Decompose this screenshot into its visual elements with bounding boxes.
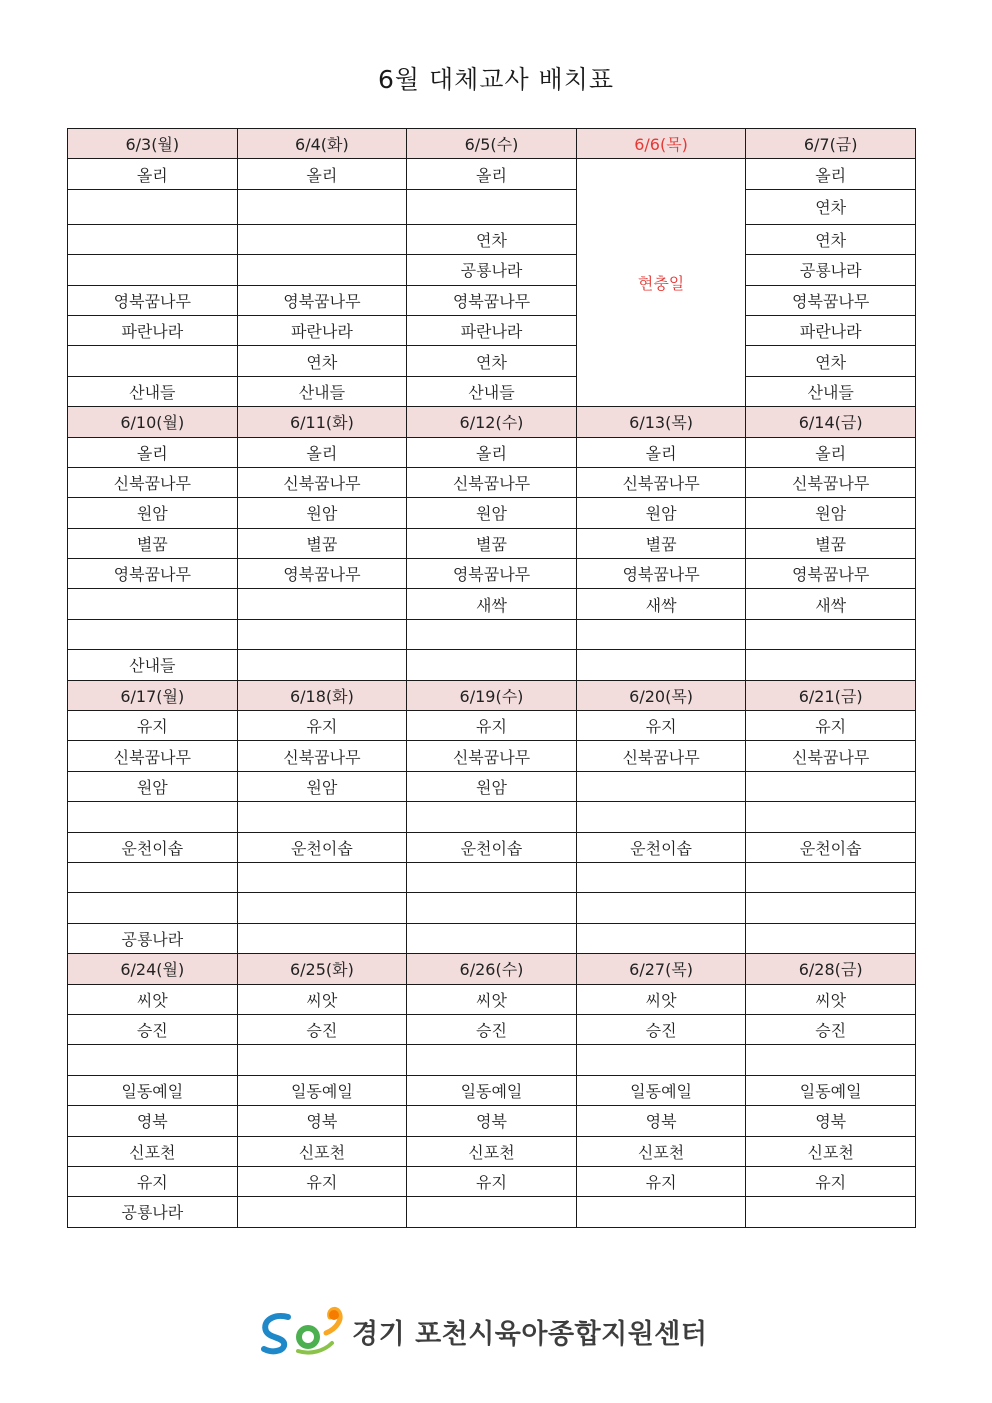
date-header: 6/27(목)	[576, 954, 746, 984]
table-cell: 올리	[407, 159, 577, 189]
table-cell: 신북꿈나무	[68, 467, 238, 497]
table-cell: 공룡나라	[407, 255, 577, 285]
table-row	[68, 467, 916, 497]
table-row	[68, 224, 916, 254]
table-cell	[407, 923, 577, 953]
table-row	[68, 189, 916, 224]
table-cell: 공룡나라	[68, 923, 238, 953]
table-cell: 유지	[237, 711, 407, 741]
table-cell: 파란나라	[237, 315, 407, 345]
table-cell: 씨앗	[407, 984, 577, 1014]
date-header: 6/21(금)	[746, 680, 916, 710]
table-row	[68, 498, 916, 528]
table-cell	[407, 650, 577, 680]
table-cell	[407, 893, 577, 923]
table-cell	[746, 771, 916, 801]
table-row	[68, 802, 916, 832]
table-cell: 씨앗	[68, 984, 238, 1014]
table-row	[68, 1075, 916, 1105]
table-cell: 새싹	[576, 589, 746, 619]
table-row	[68, 1197, 916, 1227]
table-cell: 올리	[68, 159, 238, 189]
table-cell: 씨앗	[576, 984, 746, 1014]
table-cell: 신북꿈나무	[576, 467, 746, 497]
table-cell	[68, 589, 238, 619]
table-cell	[237, 862, 407, 892]
table-cell: 운천이솝	[237, 832, 407, 862]
date-header: 6/5(수)	[407, 129, 577, 159]
table-cell	[237, 619, 407, 649]
table-cell: 영북꿈나무	[576, 559, 746, 589]
table-cell: 원암	[407, 771, 577, 801]
table-row	[68, 376, 916, 406]
table-cell: 원암	[68, 498, 238, 528]
table-cell: 신북꿈나무	[746, 741, 916, 771]
table-cell: 신포천	[237, 1136, 407, 1166]
table-cell: 유지	[746, 711, 916, 741]
table-cell	[237, 255, 407, 285]
table-cell: 영북	[237, 1106, 407, 1136]
table-row	[68, 893, 916, 923]
table-cell	[237, 802, 407, 832]
table-cell	[237, 923, 407, 953]
table-cell: 원암	[68, 771, 238, 801]
date-header: 6/25(화)	[237, 954, 407, 984]
table-cell: 영북꿈나무	[237, 559, 407, 589]
table-cell: 산내들	[68, 650, 238, 680]
date-header: 6/24(월)	[68, 954, 238, 984]
table-cell	[237, 893, 407, 923]
table-cell	[746, 923, 916, 953]
table-cell	[576, 923, 746, 953]
table-cell: 영북꿈나무	[237, 285, 407, 315]
date-header: 6/19(수)	[407, 680, 577, 710]
table-cell	[68, 255, 238, 285]
table-cell: 신북꿈나무	[746, 467, 916, 497]
table-cell: 승진	[576, 1014, 746, 1044]
table-cell: 연차	[407, 346, 577, 376]
table-cell	[746, 802, 916, 832]
table-cell: 승진	[237, 1014, 407, 1044]
table-cell: 산내들	[746, 376, 916, 406]
table-cell: 영북꿈나무	[746, 559, 916, 589]
table-row	[68, 923, 916, 953]
table-cell: 공룡나라	[746, 255, 916, 285]
table-cell: 새싹	[746, 589, 916, 619]
table-cell: 승진	[68, 1014, 238, 1044]
table-row	[68, 711, 916, 741]
table-cell: 영북꿈나무	[68, 559, 238, 589]
table-cell	[68, 346, 238, 376]
table-cell	[68, 189, 238, 224]
table-cell: 올리	[407, 437, 577, 467]
holiday-cell: 현충일	[576, 159, 746, 407]
table-cell: 유지	[407, 711, 577, 741]
date-header: 6/26(수)	[407, 954, 577, 984]
table-cell: 파란나라	[68, 315, 238, 345]
table-cell	[576, 1197, 746, 1227]
table-cell: 운천이솝	[68, 832, 238, 862]
table-cell	[237, 589, 407, 619]
table-cell	[746, 1045, 916, 1075]
table-cell: 원암	[407, 498, 577, 528]
table-cell: 일동예일	[407, 1075, 577, 1105]
table-cell: 영북꿈나무	[407, 559, 577, 589]
date-header: 6/28(금)	[746, 954, 916, 984]
table-cell: 신북꿈나무	[237, 741, 407, 771]
table-row	[68, 528, 916, 558]
table-cell: 유지	[68, 711, 238, 741]
table-cell	[68, 1045, 238, 1075]
table-cell: 영북	[746, 1106, 916, 1136]
table-row	[68, 437, 916, 467]
table-cell: 원암	[237, 498, 407, 528]
date-header-holiday: 6/6(목)	[576, 129, 746, 159]
table-cell: 승진	[746, 1014, 916, 1044]
date-header: 6/14(금)	[746, 407, 916, 437]
table-cell: 유지	[68, 1166, 238, 1196]
date-header: 6/4(화)	[237, 129, 407, 159]
table-cell	[237, 1197, 407, 1227]
table-cell: 영북	[576, 1106, 746, 1136]
table-cell: 별꿈	[576, 528, 746, 558]
table-cell: 영북꿈나무	[407, 285, 577, 315]
table-cell: 일동예일	[576, 1075, 746, 1105]
table-cell: 일동예일	[68, 1075, 238, 1105]
table-cell: 신포천	[746, 1136, 916, 1166]
table-cell: 원암	[237, 771, 407, 801]
table-cell: 승진	[407, 1014, 577, 1044]
table-cell	[68, 893, 238, 923]
date-header: 6/11(화)	[237, 407, 407, 437]
table-cell: 연차	[746, 224, 916, 254]
table-cell	[746, 650, 916, 680]
date-header: 6/13(목)	[576, 407, 746, 437]
table-cell: 원암	[576, 498, 746, 528]
table-row	[68, 832, 916, 862]
table-cell	[407, 1197, 577, 1227]
table-cell: 일동예일	[746, 1075, 916, 1105]
table-cell	[576, 862, 746, 892]
table-cell: 별꿈	[68, 528, 238, 558]
table-cell	[746, 862, 916, 892]
table-cell: 유지	[746, 1166, 916, 1196]
table-cell: 운천이솝	[576, 832, 746, 862]
table-cell: 올리	[576, 437, 746, 467]
table-cell: 신북꿈나무	[407, 741, 577, 771]
date-header: 6/17(월)	[68, 680, 238, 710]
table-cell	[576, 619, 746, 649]
table-cell: 파란나라	[746, 315, 916, 345]
date-header: 6/10(월)	[68, 407, 238, 437]
table-cell	[237, 224, 407, 254]
table-cell	[68, 802, 238, 832]
table-row	[68, 159, 916, 189]
table-row	[68, 1106, 916, 1136]
table-cell: 별꿈	[407, 528, 577, 558]
table-cell: 올리	[237, 437, 407, 467]
table-cell: 별꿈	[237, 528, 407, 558]
table-row	[68, 1136, 916, 1166]
table-cell	[576, 1045, 746, 1075]
table-cell: 영북	[407, 1106, 577, 1136]
table-cell: 원암	[746, 498, 916, 528]
table-cell: 운천이솝	[407, 832, 577, 862]
table-cell: 산내들	[68, 376, 238, 406]
table-cell	[576, 893, 746, 923]
table-cell	[746, 619, 916, 649]
table-cell: 연차	[407, 224, 577, 254]
table-cell: 영북꿈나무	[68, 285, 238, 315]
table-row	[68, 771, 916, 801]
table-cell: 영북	[68, 1106, 238, 1136]
table-cell: 영북꿈나무	[746, 285, 916, 315]
table-cell: 유지	[407, 1166, 577, 1196]
table-cell: 연차	[746, 189, 916, 224]
table-cell	[576, 771, 746, 801]
table-cell: 유지	[237, 1166, 407, 1196]
table-cell: 신포천	[576, 1136, 746, 1166]
table-row	[68, 741, 916, 771]
org-name: 경기 포천시육아종합지원센터	[352, 1318, 708, 1350]
table-cell: 유지	[576, 711, 746, 741]
table-row	[68, 559, 916, 589]
table-row	[68, 1045, 916, 1075]
substitute-teacher-schedule-table	[67, 128, 916, 1228]
table-cell	[576, 650, 746, 680]
table-cell	[68, 619, 238, 649]
table-cell: 신포천	[68, 1136, 238, 1166]
table-cell	[407, 802, 577, 832]
table-cell: 올리	[746, 159, 916, 189]
table-cell	[407, 862, 577, 892]
table-cell: 운천이솝	[746, 832, 916, 862]
page-title: 6월 대체교사 배치표	[378, 65, 614, 94]
table-row	[68, 346, 916, 376]
center-logo-icon	[258, 1305, 346, 1357]
table-cell: 신포천	[407, 1136, 577, 1166]
table-cell	[68, 224, 238, 254]
table-cell: 산내들	[407, 376, 577, 406]
footer-org-banner	[258, 1305, 707, 1357]
table-row	[68, 285, 916, 315]
table-cell	[746, 1197, 916, 1227]
week1-header-row	[68, 129, 916, 159]
table-row	[68, 619, 916, 649]
table-cell	[237, 650, 407, 680]
table-cell: 올리	[746, 437, 916, 467]
table-cell: 새싹	[407, 589, 577, 619]
week2-header-row	[68, 407, 916, 437]
table-cell: 공룡나라	[68, 1197, 238, 1227]
table-cell: 씨앗	[746, 984, 916, 1014]
date-header: 6/3(월)	[68, 129, 238, 159]
table-cell: 신북꿈나무	[407, 467, 577, 497]
table-cell: 별꿈	[746, 528, 916, 558]
table-cell	[576, 802, 746, 832]
table-cell: 신북꿈나무	[237, 467, 407, 497]
table-row	[68, 984, 916, 1014]
table-cell	[237, 189, 407, 224]
table-cell: 일동예일	[237, 1075, 407, 1105]
table-cell: 올리	[68, 437, 238, 467]
table-cell: 신북꿈나무	[68, 741, 238, 771]
date-header: 6/7(금)	[746, 129, 916, 159]
table-cell: 연차	[237, 346, 407, 376]
table-cell	[407, 619, 577, 649]
table-cell: 신북꿈나무	[576, 741, 746, 771]
table-row	[68, 589, 916, 619]
week4-header-row	[68, 954, 916, 984]
table-row	[68, 255, 916, 285]
table-row	[68, 1166, 916, 1196]
table-row	[68, 1014, 916, 1044]
week3-header-row	[68, 680, 916, 710]
table-cell: 유지	[576, 1166, 746, 1196]
table-row	[68, 862, 916, 892]
table-row	[68, 315, 916, 345]
table-cell: 산내들	[237, 376, 407, 406]
table-cell	[68, 862, 238, 892]
table-cell	[237, 1045, 407, 1075]
table-cell: 파란나라	[407, 315, 577, 345]
date-header: 6/20(목)	[576, 680, 746, 710]
date-header: 6/18(화)	[237, 680, 407, 710]
date-header: 6/12(수)	[407, 407, 577, 437]
table-row	[68, 650, 916, 680]
table-cell	[407, 1045, 577, 1075]
table-cell	[746, 893, 916, 923]
table-cell: 연차	[746, 346, 916, 376]
table-cell: 씨앗	[237, 984, 407, 1014]
table-cell	[407, 189, 577, 224]
table-cell: 올리	[237, 159, 407, 189]
